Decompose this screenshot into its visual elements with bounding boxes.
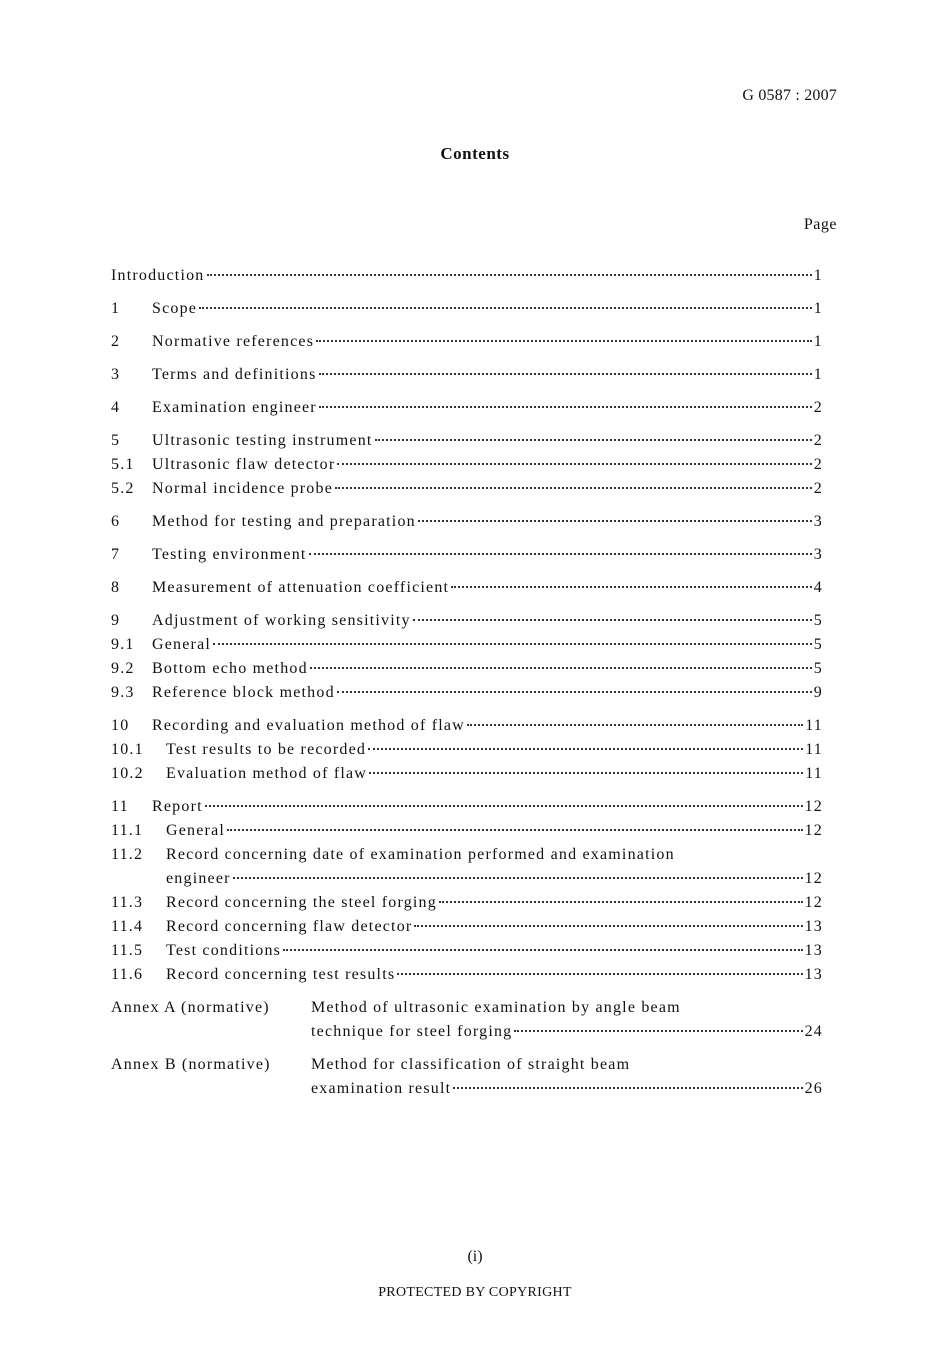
toc-entry[interactable] — [111, 762, 823, 786]
toc-entry-label: Terms and definitions — [152, 366, 317, 383]
dot-leader — [310, 665, 812, 669]
dot-leader — [335, 485, 812, 489]
toc-entry[interactable] — [111, 915, 823, 939]
toc-entry-label: Adjustment of working sensitivity — [152, 612, 411, 629]
toc-entry-number: 9.3 — [111, 684, 135, 701]
toc-entry[interactable] — [111, 963, 823, 987]
annex-name: Annex A (normative) — [111, 999, 270, 1016]
toc-section — [111, 297, 823, 321]
toc-entry[interactable] — [111, 939, 823, 963]
toc-entry-label: General — [152, 636, 212, 653]
toc-entry-page: 3 — [813, 513, 823, 530]
toc-section — [111, 363, 823, 387]
annex-page: 26 — [804, 1080, 823, 1097]
toc-entry-number: 10 — [111, 717, 130, 734]
toc-entry-page: 12 — [804, 894, 823, 911]
toc-entry[interactable] — [111, 891, 823, 915]
toc-entry-page: 12 — [804, 870, 823, 887]
dot-leader — [439, 899, 803, 903]
toc-entry-label: Measurement of attenuation coefficient — [152, 579, 450, 596]
dot-leader — [368, 746, 803, 750]
toc-entry-label: Introduction — [111, 267, 205, 284]
toc-entry[interactable] — [111, 363, 823, 387]
annex-line-continued — [111, 1077, 823, 1101]
toc-entry[interactable] — [111, 543, 823, 567]
page-column-label: Page — [803, 216, 837, 233]
toc-entry-page: 5 — [813, 612, 823, 629]
annex-line-continued — [111, 1020, 823, 1044]
toc-entry[interactable] — [111, 396, 823, 420]
toc-entry-page: 2 — [813, 399, 823, 416]
annex-line — [111, 1053, 823, 1077]
annex-title-continued: technique for steel forging — [311, 1023, 513, 1040]
toc-entry[interactable] — [111, 429, 823, 453]
toc-entry-page: 11 — [805, 717, 823, 734]
toc-section — [111, 609, 823, 705]
table-of-contents — [111, 264, 823, 1110]
toc-entry[interactable] — [111, 738, 823, 762]
toc-entry[interactable] — [111, 477, 823, 501]
dot-leader — [227, 827, 803, 831]
toc-entry-page: 13 — [804, 918, 823, 935]
dot-leader — [413, 617, 812, 621]
dot-leader — [205, 803, 803, 807]
toc-entry-page: 1 — [813, 333, 823, 350]
toc-entry[interactable] — [111, 609, 823, 633]
toc-entry-label: Reference block method — [152, 684, 335, 701]
toc-entry-label: Record concerning test results — [166, 966, 396, 983]
toc-entry[interactable] — [111, 633, 823, 657]
toc-entry[interactable] — [111, 510, 823, 534]
page-title: Contents — [440, 144, 510, 163]
toc-entry-label: Record concerning the steel forging — [166, 894, 437, 911]
toc-entry-page: 2 — [813, 456, 823, 473]
dot-leader — [316, 338, 812, 342]
annex-title-continued: examination result — [311, 1080, 452, 1097]
toc-entry-label: Testing environment — [152, 546, 307, 563]
toc-entry-label: Normal incidence probe — [152, 480, 334, 497]
toc-entry-number: 9 — [111, 612, 121, 629]
toc-entry-page: 2 — [813, 432, 823, 449]
toc-entry[interactable] — [111, 819, 823, 843]
toc-section — [111, 396, 823, 420]
toc-entry-page: 11 — [805, 741, 823, 758]
toc-entry-number: 9.2 — [111, 660, 135, 677]
toc-entry-page: 11 — [805, 765, 823, 782]
toc-entry-number: 8 — [111, 579, 121, 596]
toc-entry-number: 5 — [111, 432, 121, 449]
toc-entry-number: 9.1 — [111, 636, 135, 653]
toc-entry[interactable] — [111, 843, 823, 867]
dot-leader — [207, 272, 812, 276]
toc-entry-label: Evaluation method of flaw — [166, 765, 368, 782]
toc-entry-label: Ultrasonic flaw detector — [152, 456, 336, 473]
toc-entry-page: 5 — [813, 636, 823, 653]
toc-entry[interactable] — [111, 795, 823, 819]
toc-section — [111, 795, 823, 987]
toc-entry-label: Record concerning date of examination performed and examination — [166, 846, 675, 863]
annex-entry[interactable] — [111, 1053, 823, 1101]
dot-leader — [213, 641, 812, 645]
dot-leader — [453, 1085, 802, 1089]
toc-entry-continuation[interactable] — [111, 867, 823, 891]
toc-section — [111, 330, 823, 354]
toc-entry-number: 10.1 — [111, 741, 144, 758]
toc-entry-page: 1 — [813, 366, 823, 383]
toc-entry-number: 11.5 — [111, 942, 144, 959]
toc-entry-number: 1 — [111, 300, 121, 317]
dot-leader — [309, 551, 812, 555]
annex-line — [111, 996, 823, 1020]
dot-leader — [199, 305, 812, 309]
toc-entry-label: Recording and evaluation method of flaw — [152, 717, 465, 734]
dot-leader — [233, 875, 803, 879]
toc-entry-label: Scope — [152, 300, 198, 317]
annex-name: Annex B (normative) — [111, 1056, 271, 1073]
toc-entry-page: 1 — [813, 300, 823, 317]
toc-section — [111, 714, 823, 786]
document-id: G 0587 : 2007 — [742, 87, 837, 104]
dot-leader — [283, 947, 803, 951]
toc-entry-number: 3 — [111, 366, 121, 383]
toc-entry-label: Report — [152, 798, 203, 815]
toc-entry[interactable] — [111, 330, 823, 354]
annex-entry[interactable] — [111, 996, 823, 1044]
annex-title: Method for classification of straight beam — [311, 1056, 631, 1073]
toc-entry-number: 7 — [111, 546, 121, 563]
annex-page: 24 — [804, 1023, 823, 1040]
toc-entry-number: 11.2 — [111, 846, 144, 863]
dot-leader — [414, 923, 802, 927]
toc-section — [111, 510, 823, 534]
dot-leader — [369, 770, 803, 774]
toc-entry-number: 11 — [111, 798, 129, 815]
toc-entry-number: 11.1 — [111, 822, 144, 839]
toc-entry-label: Normative references — [152, 333, 315, 350]
dot-leader — [514, 1028, 802, 1032]
dot-leader — [319, 404, 812, 408]
dot-leader — [418, 518, 812, 522]
toc-entry[interactable] — [111, 264, 823, 288]
toc-entry-number: 5.2 — [111, 480, 135, 497]
toc-entry-number: 11.4 — [111, 918, 144, 935]
toc-entry-label: Examination engineer — [152, 399, 317, 416]
dot-leader — [337, 689, 812, 693]
toc-entry[interactable] — [111, 714, 823, 738]
toc-entry-page: 12 — [804, 798, 823, 815]
toc-section — [111, 543, 823, 567]
toc-entry-number: 10.2 — [111, 765, 144, 782]
copyright-footer: PROTECTED BY COPYRIGHT — [378, 1285, 572, 1300]
toc-section — [111, 264, 823, 288]
toc-entry-page: 12 — [804, 822, 823, 839]
toc-entry[interactable] — [111, 681, 823, 705]
toc-entry-label: Record concerning flaw detector — [166, 918, 413, 935]
dot-leader — [337, 461, 811, 465]
toc-entry-label: Method for testing and preparation — [152, 513, 416, 530]
toc-entry-number: 11.3 — [111, 894, 144, 911]
dot-leader — [451, 584, 812, 588]
dot-leader — [397, 971, 802, 975]
toc-entry-number: 6 — [111, 513, 121, 530]
toc-entry-page: 5 — [813, 660, 823, 677]
toc-entry[interactable] — [111, 657, 823, 681]
toc-entry[interactable] — [111, 297, 823, 321]
toc-entry[interactable] — [111, 453, 823, 477]
toc-section — [111, 429, 823, 501]
toc-entry-page: 13 — [804, 942, 823, 959]
toc-entry-label: Test conditions — [166, 942, 282, 959]
toc-entry-number: 2 — [111, 333, 121, 350]
toc-entry-number: 11.6 — [111, 966, 144, 983]
toc-entry-label: General — [166, 822, 226, 839]
toc-entry-label: Bottom echo method — [152, 660, 308, 677]
page-number: (i) — [467, 1248, 483, 1265]
toc-entry-page: 1 — [813, 267, 823, 284]
toc-entry-page: 2 — [813, 480, 823, 497]
toc-entry[interactable] — [111, 576, 823, 600]
dot-leader — [319, 371, 812, 375]
dot-leader — [375, 437, 812, 441]
toc-entry-label-continued: engineer — [166, 870, 231, 887]
toc-entry-page: 4 — [813, 579, 823, 596]
toc-entry-label: Test results to be recorded — [166, 741, 367, 758]
toc-entry-page: 13 — [804, 966, 823, 983]
toc-entry-page: 9 — [813, 684, 823, 701]
toc-entry-number: 4 — [111, 399, 121, 416]
toc-entry-page: 3 — [813, 546, 823, 563]
dot-leader — [467, 722, 803, 726]
toc-entry-number: 5.1 — [111, 456, 135, 473]
toc-entry-label: Ultrasonic testing instrument — [152, 432, 373, 449]
annex-title: Method of ultrasonic examination by angle beam — [311, 999, 681, 1016]
toc-section — [111, 576, 823, 600]
